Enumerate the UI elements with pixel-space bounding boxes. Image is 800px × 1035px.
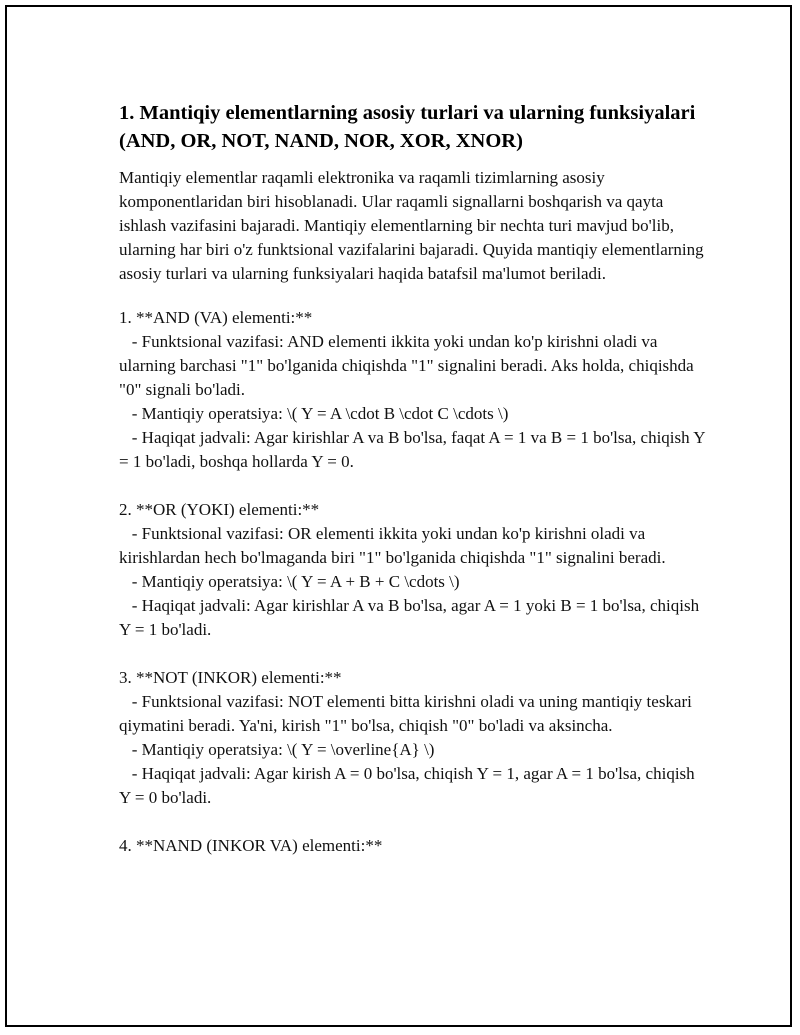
truth-table-description: - Haqiqat jadvali: Agar kirishlar A va B bo'lsa, agar A = 1 yoki B = 1 bo'lsa, chiqish Y = 1 bo'ladi. xyxy=(119,596,703,639)
section-and xyxy=(119,306,709,474)
next-section-header: 4. **NAND (INKOR VA) elementi:** xyxy=(119,836,383,855)
function-description: - Funktsional vazifasi: NOT elementi bitta kirishni oladi va uning mantiqiy teskari qiymatini beradi. Ya'ni, kirish "1" bo'lsa, chiqish "0" bo'ladi va aksincha. xyxy=(119,692,697,735)
intro-paragraph: Mantiqiy elementlar raqamli elektronika va raqamli tizimlarning asosiy komponentlaridan biri hisoblanadi. Ular raqamli signallarni boshqarish va qayta ishlash vazifasini bajaradi. Mantiqiy elementlarning bir nechta turi mavjud bo'lib, ularning har biri o'z funktsional vazifalarini bajaradi. Quyida mantiqiy elementlarning asosiy turlari va ularning funksiyalari haqida batafsil ma'lumot beriladi. xyxy=(119,168,708,283)
document-title: 1. Mantiqiy elementlarning asosiy turlari va ularning funksiyalari (AND, OR, NOT, NAND, NOR, XOR, XNOR) xyxy=(119,102,696,152)
section-header: 1. **AND (VA) elementi:** xyxy=(119,308,313,327)
function-description: - Funktsional vazifasi: AND elementi ikkita yoki undan ko'p kirishni oladi va ularning barchasi "1" bo'lganida chiqishda "1" signalini beradi. Aks holda, chiqishda "0" signali bo'ladi. xyxy=(119,332,698,399)
truth-table-description: - Haqiqat jadvali: Agar kirishlar A va B bo'lsa, faqat A = 1 va B = 1 bo'lsa, chiqish Y = 1 bo'ladi, boshqa hollarda Y = 0. xyxy=(119,428,710,471)
logic-operation: - Mantiqiy operatsiya: \( Y = \overline{A} \) xyxy=(119,740,435,759)
logic-operation: - Mantiqiy operatsiya: \( Y = A + B + C \cdots \) xyxy=(119,572,460,591)
document-body xyxy=(119,99,709,858)
logic-operation: - Mantiqiy operatsiya: \( Y = A \cdot B \cdot C \cdots \) xyxy=(119,404,509,423)
section-header: 3. **NOT (INKOR) elementi:** xyxy=(119,668,342,687)
function-description: - Funktsional vazifasi: OR elementi ikkita yoki undan ko'p kirishni oladi va kirishlardan hech bo'lmaganda biri "1" bo'lganida chiqishda "1" signalini beradi. xyxy=(119,524,666,567)
section-not xyxy=(119,666,709,810)
page-frame xyxy=(5,5,792,1027)
section-header: 2. **OR (YOKI) elementi:** xyxy=(119,500,320,519)
section-or xyxy=(119,498,709,642)
truth-table-description: - Haqiqat jadvali: Agar kirish A = 0 bo'lsa, chiqish Y = 1, agar A = 1 bo'lsa, chiqish Y = 0 bo'ladi. xyxy=(119,764,699,807)
